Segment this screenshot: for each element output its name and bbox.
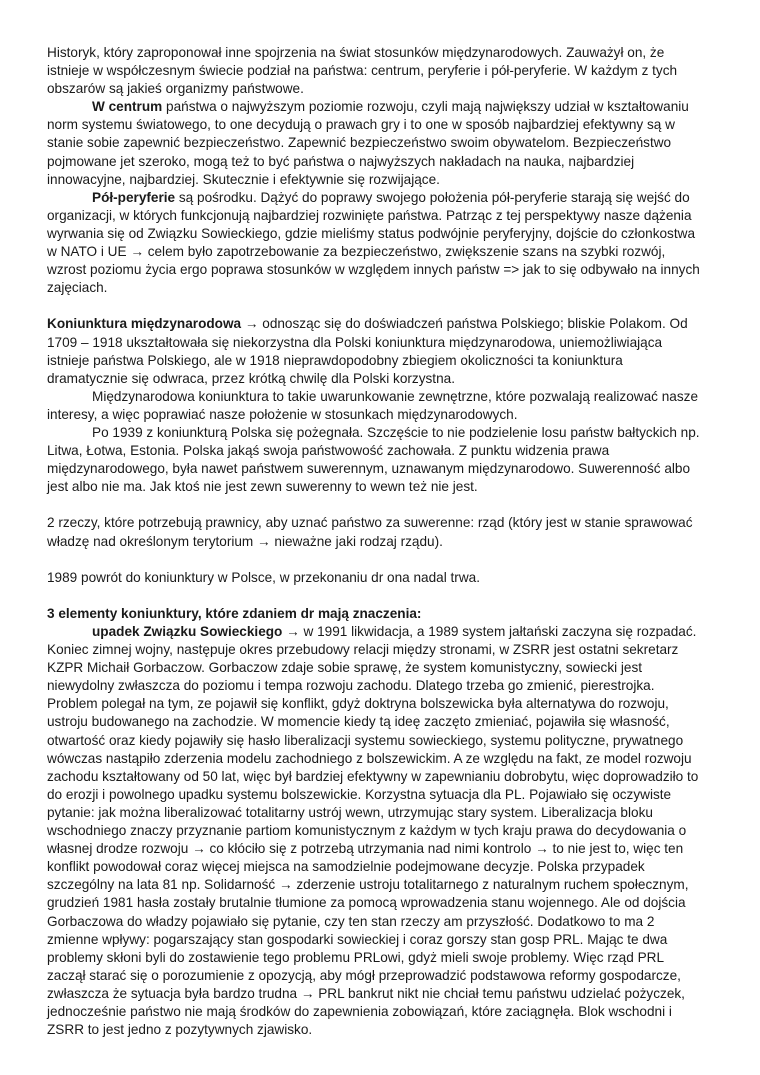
term-upadek-zsrr: upadek Związku Sowieckiego <box>92 624 283 639</box>
term-koniunktura: Koniunktura międzynarodowa <box>47 316 242 332</box>
paragraph-1939: Po 1939 z koniunkturą Polska się pożegnała. Szczęście to nie podzielenie losu państw bałtyckich np. Litwa, Łotwa, Estonia. Polska jakąś swoja państwowość zachowała. Z punktu widzenia prawa międzynarodowego, była nawet państwem suwerennym, uznawanym międzynarodowo. Suwerenność albo jest albo nie ma. Jak ktoś nie jest zewn suwerenny to wewn też nie jest. <box>47 424 700 495</box>
paragraph-definicja: Międzynarodowa koniunktura to takie uwarunkowanie zewnętrzne, które pozwalają realizować nasze interesy, a więc poprawiać nasze położenie w stosunkach międzynarodowych. <box>47 388 699 422</box>
paragraph-upadek-zsrr <box>47 623 700 1039</box>
paragraph-koniunktura <box>47 315 700 387</box>
section-heading-elementy <box>47 605 700 623</box>
paragraph-pol-peryferie <box>47 189 700 298</box>
paragraph-koniunktura-text: → odnosząc się do doświadczeń państwa Polskiego; bliskie Polakom. Od 1709 – 1918 ukształtowała się niekorzystna dla Polski koniunktura międzynarodowa, uniemożliwiająca istnieje państwa Polskiego, ale w 1918 nieprawdopodobny zbiegiem okoliczności ta koniunktura dramatycznie się odwraca, przez krótką chwilę dla Polski korzystna. <box>47 316 688 386</box>
paragraph-upadek-zsrr-text: → w 1991 likwidacja, a 1989 system jałtański zaczyna się rozpadać. Koniec zimnej wojny, następuje okres przebudowy relacji między stronami, w ZSRR jest ostatni sekretarz KZPR Michaił Gorbaczow. Gorbaczow zdaje sobie sprawę, że system komunistyczny, sowiecki jest niewydolny zwłaszcza do poziomu i tempa rozwoju zachodu. Dlatego trzeba go zmienić, pierestrojka. Problem polegał na tym, ze pojawił się konflikt, gdyż doktryna bolszewicka była alternatywa do rozwoju, ustroju budowanego na zachodzie. W momencie kiedy tą ideę zaczęto zmieniać, pojawiła się własność, otwartość oraz kiedy pojawiły się hasło liberalizacji systemu sowieckiego, systemu polityczne, prywatnego wówczas nastąpiło zderzenia modelu zachodniego z bolszewickim. A ze względu na fakt, ze model rozwoju zachodu kształtowany od 50 lat, więc był bardziej efektywny w zapewnianiu dobrobytu, więc doprowadziło to do erozji i powolnego upadku systemu bolszewickie. Korzystna sytuacja dla PL. Pojawiało się oczywiste pytanie: jak można liberalizować totalitarny ustrój wewn, utrzymując stary system. Liberalizacja bloku wschodniego znaczy przyznanie partiom komunistycznym z każdym w tych kraju prawa do decydowania o własnej drodze rozwoju → co kłóciło się z potrzebą utrzymania nad nimi kontrolo → to nie jest to, więc ten konflikt powodował coraz więcej miejsca na samodzielnie podejmowane decyzje. Polska przypadek szczególny na lata 81 np. Solidarność → zderzenie ustroju totalitarnego z naturalnym ruchem społecznym, grudzień 1981 hasła zostały brutalnie tłumione za pomocą wprowadzenia stanu wojennego. Ale od dojścia Gorbaczowa do władzy pojawiało się pytanie, czy ten stan rzeczy am przyszłość. Dodatkowo to ma 2 zmienne wpływy: pogarszający stan gospodarki sowieckiej i coraz gorszy stan gosp PRL. Mając te dwa problemy skłoni byli do zostawienie tego problemu PRLowi, gdyż mieli swoje problemy. Więc rząd PRL zaczął starać się o porozumienie z opozycją, aby mógł przeprowadzić podstawowa reformy gospodarcze, zwłaszcza że sytuacja była bardzo trudna → PRL bankrut nikt nie chciał temu państwu udzielać pożyczek, jednocześnie państwo nie mają środków do zapewnienia zobowiązań, które zaciągnęła. Blok wschodni i ZSRR to jest jedno z pozytywnych zjawisko. <box>47 624 699 1038</box>
term-centrum: W centrum <box>92 99 163 115</box>
spacer <box>47 587 700 605</box>
paragraph-intro: Historyk, który zaproponował inne spojrzenia na świat stosunków międzynarodowych. Zauważył on, że istnieje w współczesnym świecie podział na państwa: centrum, peryferie i pół-peryferie. W każdym z tych obszarów są jakieś organizmy państwowe. <box>47 45 678 97</box>
paragraph-1989: 1989 powrót do koniunktury w Polsce, w przekonaniu dr ona nadal trwa. <box>47 569 480 585</box>
paragraph-suwerennosc: 2 rzeczy, które potrzebują prawnicy, aby uznać państwo za suwerenne: rząd (który jest w stanie sprawować władzę nad określonym terytorium → nieważne jaki rodzaj rządu). <box>47 515 693 549</box>
heading-elementy-text: 3 elementy koniunktury, które zdaniem dr mają znaczenia: <box>47 605 422 621</box>
term-pol-peryferie: Pół-peryferie <box>92 189 176 205</box>
paragraph-centrum-text: państwa o najwyższym poziomie rozwoju, czyli mają największy udział w kształtowaniu norm systemu światowego, to one decydują o prawach gry i to one w sposób najbardziej efektywny są w stanie sobie zapewnić bezpieczeństwo. Zapewnić bezpieczeństwo swoim obywatelom. Bezpieczeństwo pojmowane jet szeroko, mogą też to być państwa o najwyższych nakładach na nauka, najbardziej innowacyjne, najbardziej. Skutecznie i efektywnie się rozwijające. <box>47 99 689 187</box>
paragraph-centrum <box>47 98 700 188</box>
paragraph-pol-peryferie-text: są pośrodku. Dążyć do poprawy swojego położenia pół-peryferie starają się wejść do organizacji, w których funkcjonują najbardziej rozwinięte państwa. Patrząc z tej perspektywy nasze dążenia wyrwania się od Związku Sowieckiego, gdzie mieliśmy status podwójnie peryferyjny, dojście do członkostwa w NATO i UE → celem było zapotrzebowanie za bezpieczeństwo, zwiększenie szans na szybki rozwój, wzrost poziomu życia ergo poprawa stosunków w względem innych państw => jak to się odbywało na innych zajęciach. <box>47 189 700 296</box>
spacer <box>47 297 700 315</box>
spacer <box>47 551 700 569</box>
spacer <box>47 496 700 514</box>
